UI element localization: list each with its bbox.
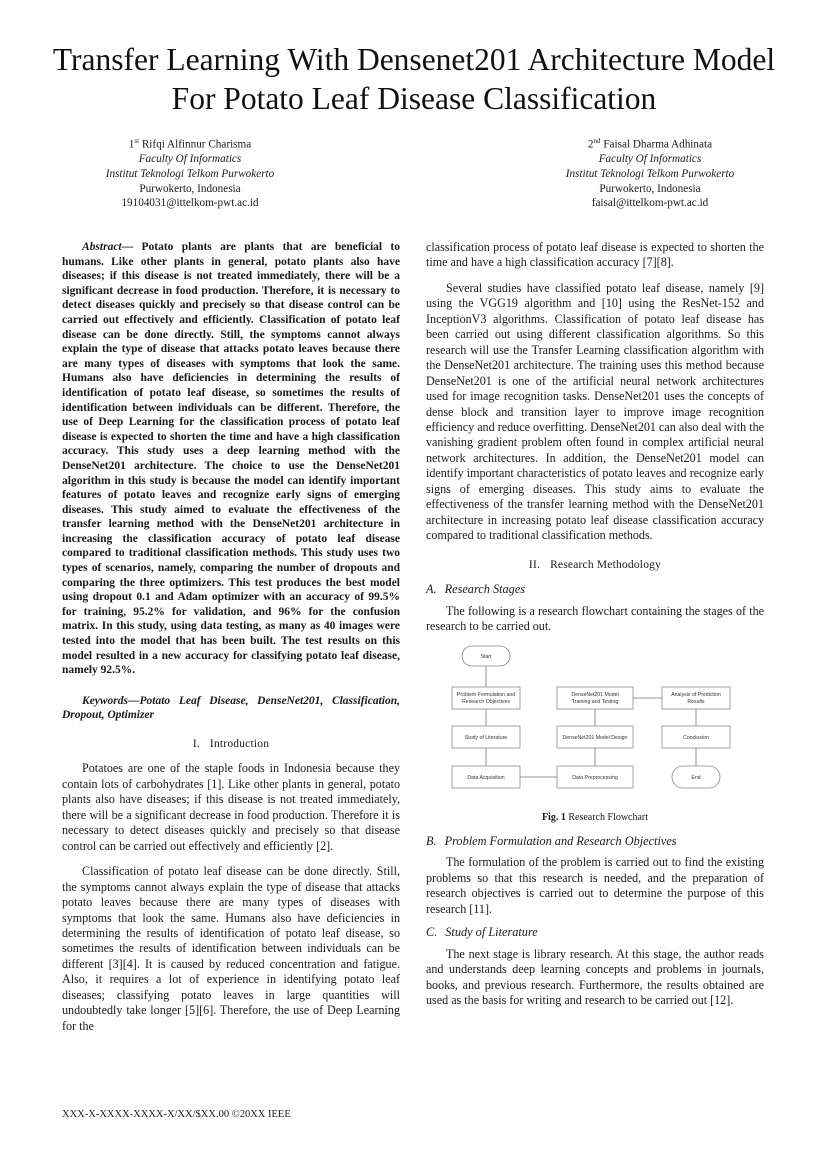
paragraph: Potatoes are one of the staple foods in Indonesia because they contain lots of carbohydrates [1]. Like other plants in general, potato plants also have diseases; if this disease is not treated immediately, there will be a significant decrease in food production. Therefore it is necessary to detect diseases quickly and precisely so that disease control can be carried out effectively and efficiently [2]. [62, 761, 400, 853]
flow-start-label: Start [480, 654, 492, 661]
right-column [426, 240, 764, 1008]
subsection-heading-literature: C. Study of Literature [426, 925, 538, 940]
copyright-footer: XXX-X-XXXX-XXXX-X/XX/$XX.00 ©20XX IEEE [62, 1109, 291, 1120]
flow-problem-node [452, 687, 520, 709]
subsection-heading-research-stages: A. Research Stages [426, 582, 526, 597]
subsection-heading-problem-formulation: B. Problem Formulation and Research Objectives [426, 833, 677, 848]
flow-design-label: DenseNet201 Model Design [562, 735, 628, 742]
paragraph: The following is a research flowchart containing the stages of the research to be carried out. [426, 603, 764, 633]
section-heading-methodology: II. Research Methodology [528, 558, 662, 571]
research-flowchart [426, 642, 764, 804]
flow-analysis-label: Analysis of Prediction [671, 692, 721, 699]
flow-analysis-label: Results [687, 699, 705, 706]
paragraph: Classification of potato leaf disease can be done directly. Still, the symptoms cannot always explain the type of disease that attacks potato leaves because there are many types of diseases with symptoms that look the same. Humans also have deficiencies in determining the results of identification of potato leaf disease, so sometimes the results of identification between individuals can be different [3][4]. It is caused by reduced concentration and fatigue. Also, it requires a lot of experience in identifying potato leaf diseases; classifying potato leaves in large quantities will undoubtedly take longer [5][6]. Therefore, the use of Deep Learning for the [62, 864, 400, 1033]
paper-title: Transfer Learning With Densenet201 Architecture Model For Potato Leaf Disease Classification [52, 42, 776, 116]
keywords: Keywords—Potato Leaf Disease, DenseNet201, Classification, Dropout, Optimizer [62, 694, 400, 722]
flow-training-node [557, 687, 633, 709]
author-faculty: Faculty Of Informatics [598, 153, 702, 166]
author-email: faisal@ittelkom-pwt.ac.id [591, 197, 709, 210]
flow-end-label: End [691, 775, 701, 782]
abstract: Abstract— Potato plants are plants that are beneficial to humans. Like other plants in general, potato plants also have diseases; if this disease is not treated immediately, there will be a significant decrease in food production. Therefore, it is necessary to detect diseases quickly and precisely so that disease control can be carried out effectively and efficiently. Classification of potato leaf disease can be done directly. Still, the symptoms cannot always explain the type of disease that attacks potato leaves because there are many types of diseases with symptoms that look the same. Humans also have deficiencies in determining the results of identification of potato leaf disease, so sometimes the results of identification between individuals can be different. Therefore, the use of Deep Learning for the classification process of potato leaf disease is expected to shorten the time and have a high classification accuracy. This study uses a deep learning method with the DenseNet201 architecture. The choice to use the DenseNet201 algorithm in this study is because the model can identify important features of potato leaves and recognize early signs of emerging diseases. This study aimed to evaluate the effectiveness of the transfer learning method with the DenseNet201 architecture in increasing the classification accuracy of potato leaf disease compared to traditional classification methods. This study uses two types of scenarios, namely, comparing the number of dropouts and comparing the three optimizers. This test produces the best model using dropout 0.1 and Adam optimizer with an accuracy of 99.5% for training, 95.2% for validation, and 96% for the confusion matrix. In this study, using data testing, as many as 40 images were tested into the model that has been built. The test results on this model resulted in a new accuracy for classifying potato leaf disease, namely 92.5%. [62, 241, 401, 677]
flow-acquisition-label: Data Acquisition [467, 775, 505, 782]
flow-training-label: DenseNet201 Model [571, 692, 619, 699]
paragraph: Several studies have classified potato leaf disease, namely [9] using the VGG19 algorithm and [10] using the ResNet-152 and InceptionV3 algorithms. Classification of potato leaf disease has been carried out using different classification algorithms. So this research will use the Transfer Learning classification algorithm with the DenseNet201 architecture. The training uses this method because DenseNet201 is one of the artificial neural network architectures used for image recognition tasks. DenseNet201 uses the concepts of dense block and transition layer to improve image recognition efficiency and reduce overfitting. DenseNet201 can also deal with the vanishing gradient problem often found in complex artificial neural network architectures. In addition, the DenseNet201 model can identify important characteristics of potato leaves and recognize early signs of emerging diseases. This study aims to evaluate the effectiveness of the transfer learning method with the DenseNet201 architecture in increasing potato leaf disease classification accuracy compared to traditional classification methods. [426, 280, 764, 543]
paragraph: classification process of potato leaf disease is expected to shorten the time and have a high classification accuracy [7][8]. [426, 240, 764, 270]
author-name: 1st Rifqi Alfinnur Charisma [128, 137, 252, 151]
flow-problem-label: Research Objectives [462, 699, 510, 706]
flow-conclusion-label: Conclusion [683, 735, 709, 742]
left-column [62, 240, 400, 1034]
section-heading-introduction: I. Introduction [192, 738, 270, 750]
author-institution: Institut Teknologi Telkom Purwokerto [105, 167, 275, 180]
flow-preprocessing-label: Data Preprocessing [572, 775, 618, 782]
author-block-2 [520, 134, 780, 211]
author-block-1 [60, 134, 320, 211]
author-name: 2nd Faisal Dharma Adhinata [587, 137, 713, 151]
paragraph: The next stage is library research. At this stage, the author reads and understands deep learning concepts and problems in journals, books, and previous research. Furthermore, the results obtained are used as the basis for writing and research to be carried out [12]. [426, 946, 764, 1007]
flow-problem-label: Problem Formulation and [456, 692, 516, 699]
flow-training-label: Training and Testing [571, 699, 619, 706]
author-faculty: Faculty Of Informatics [138, 153, 242, 166]
author-city: Purwokerto, Indonesia [139, 182, 241, 195]
author-email: 19104031@ittelkom-pwt.ac.id [121, 197, 259, 210]
paragraph: The formulation of the problem is carried out to find the existing problems so that this research is needed, and the preparation of research objectives is carried out to determine the purpose of this research [11]. [426, 855, 764, 916]
figure-caption: Fig. 1 Research Flowchart [541, 812, 649, 824]
author-institution: Institut Teknologi Telkom Purwokerto [565, 167, 735, 180]
flow-analysis-node [662, 687, 730, 709]
flow-literature-label: Study of Literature [464, 735, 508, 742]
author-city: Purwokerto, Indonesia [599, 182, 701, 195]
